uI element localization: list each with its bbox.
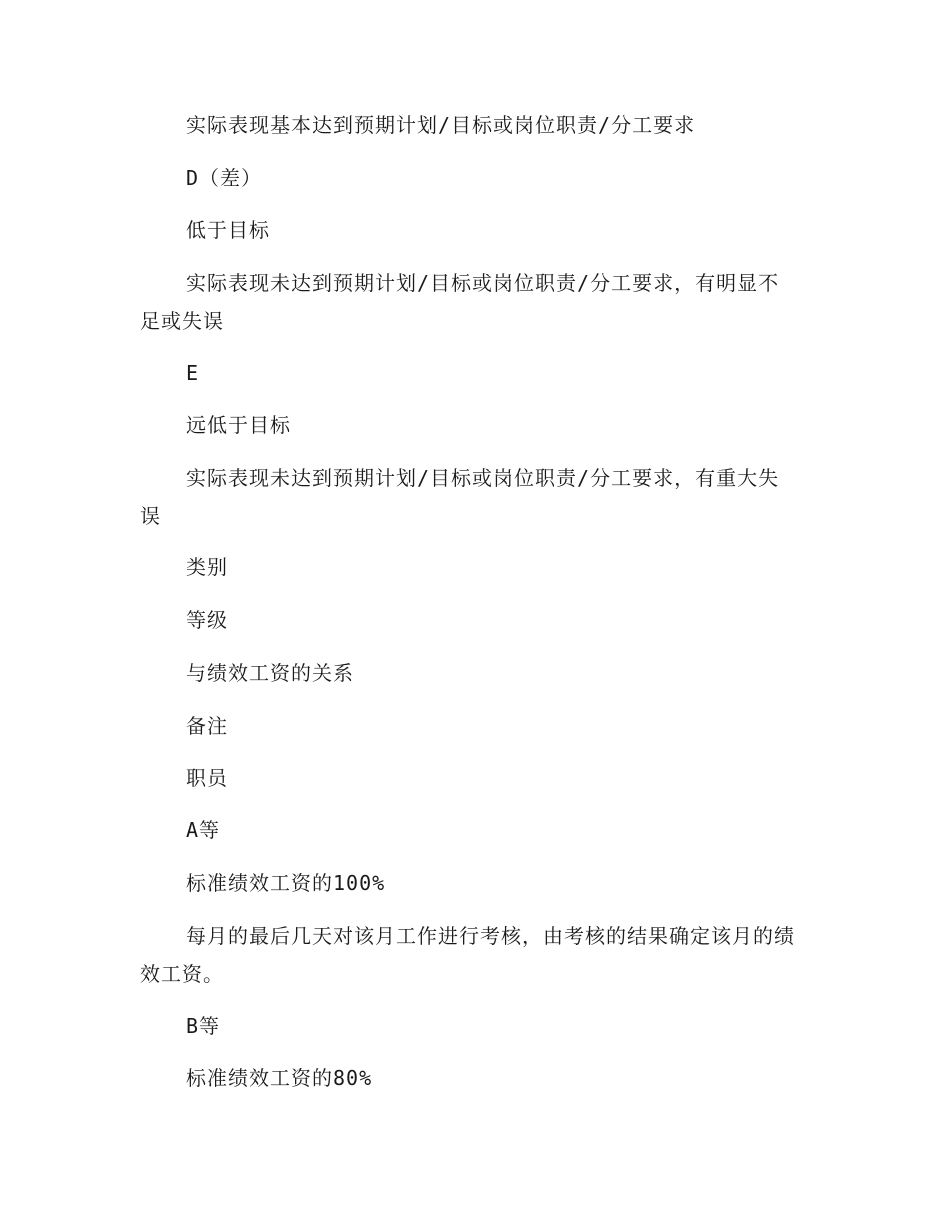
paragraph-category-header: 类别: [186, 555, 228, 579]
paragraph-far-below-target: 远低于目标: [186, 413, 291, 437]
paragraph-b-salary: 标准绩效工资的80%: [186, 1066, 373, 1090]
paragraph-grade-header: 等级: [186, 608, 228, 632]
paragraph-grade-a: A等: [186, 818, 221, 842]
paragraph-relation-header: 与绩效工资的关系: [186, 661, 354, 685]
paragraph-c-description: 实际表现基本达到预期计划/目标或岗位职责/分工要求: [186, 113, 696, 137]
paragraph-e-description: 实际表现未达到预期计划/目标或岗位职责/分工要求，有重大失误: [140, 466, 780, 528]
paragraph-assessment-note: 每月的最后几天对该月工作进行考核，由考核的结果确定该月的绩效工资。: [140, 924, 795, 986]
paragraph-below-target: 低于目标: [186, 218, 270, 242]
paragraph-staff: 职员: [186, 766, 228, 790]
paragraph-d-description: 实际表现未达到预期计划/目标或岗位职责/分工要求，有明显不足或失误: [140, 271, 780, 333]
paragraph-remarks-header: 备注: [186, 714, 228, 738]
paragraph-a-salary: 标准绩效工资的100%: [186, 871, 386, 895]
paragraph-grade-d: D（差）: [186, 166, 263, 190]
paragraph-grade-e: E: [186, 361, 200, 385]
paragraph-grade-b: B等: [186, 1014, 221, 1038]
